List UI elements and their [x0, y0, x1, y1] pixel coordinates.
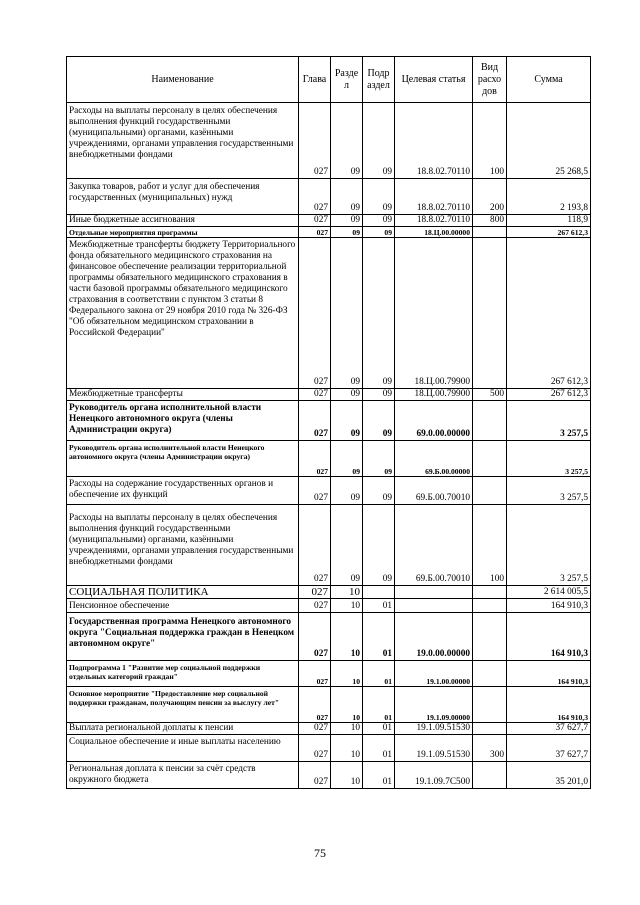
row-chapter: 027: [299, 238, 331, 389]
row-chapter: 027: [299, 687, 331, 723]
table-row: [67, 441, 591, 477]
row-subsection: 09: [363, 505, 395, 586]
row-exp-type: [473, 238, 507, 389]
row-target: 19.1.09.7С500: [395, 762, 473, 789]
header-subsection: Подр аздел: [363, 57, 395, 103]
row-name: Расходы на выплаты персоналу в целях обеспечения выполнения функций государственными (муниципальными) органами, казёнными учреждениями, органами управления государственными внебюджетными фондами: [67, 505, 299, 586]
row-exp-type: 800: [473, 215, 507, 227]
row-target: [395, 599, 473, 613]
row-sum: 2 614 005,5: [507, 586, 591, 599]
row-chapter: 027: [299, 613, 331, 661]
row-target: 18.8.02.70110: [395, 215, 473, 227]
row-target: 19.0.00.00000: [395, 613, 473, 661]
table-row: [67, 477, 591, 505]
table-row: [67, 389, 591, 401]
budget-table: [66, 56, 591, 789]
row-section: 10: [331, 723, 363, 735]
row-name: Расходы на содержание государственных органов и обеспечение их функций: [67, 477, 299, 505]
row-name: Основное мероприятие "Предоставление мер социальной поддержки гражданам, получающим пенсии за выслугу лет": [67, 687, 299, 723]
row-chapter: 027: [299, 401, 331, 441]
table-row: [67, 103, 591, 179]
row-exp-type: [473, 586, 507, 599]
row-name: Подпрограмма 1 "Развитие мер социальной поддержки отдельных категорий граждан": [67, 661, 299, 687]
row-chapter: 027: [299, 103, 331, 179]
table-row: [67, 613, 591, 661]
row-subsection: 01: [363, 723, 395, 735]
row-subsection: 09: [363, 227, 395, 238]
table-row: [67, 238, 591, 389]
table-row: [67, 401, 591, 441]
row-name: Межбюджетные трансферты бюджету Территориального фонда обязательного медицинского страхования на финансовое обеспечение реализации территориальной программы обязательного медицинского страхования в части базовой программы обязательного медицинского страхования в соответствии с пунктом 3 статьи 8 Федерального закона от 29 ноября 2010 года № 326-ФЗ "Об обязательном медицинском страховании в Российской Федерации": [67, 238, 299, 389]
row-name: СОЦИАЛЬНАЯ ПОЛИТИКА: [67, 586, 299, 599]
table-row: [67, 762, 591, 789]
row-target: 19.1.00.00000: [395, 661, 473, 687]
row-chapter: 027: [299, 505, 331, 586]
row-target: 19.1.09.51530: [395, 735, 473, 762]
row-target: 69.Б.00.70010: [395, 505, 473, 586]
row-section: 10: [331, 735, 363, 762]
row-section: 10: [331, 762, 363, 789]
row-target: [395, 586, 473, 599]
row-subsection: 01: [363, 661, 395, 687]
row-subsection: 01: [363, 762, 395, 789]
row-subsection: 09: [363, 215, 395, 227]
row-chapter: 027: [299, 735, 331, 762]
header-target: Целевая статья: [395, 57, 473, 103]
row-target: 19.1.09.51530: [395, 723, 473, 735]
row-section: 10: [331, 599, 363, 613]
row-exp-type: 500: [473, 389, 507, 401]
row-exp-type: [473, 599, 507, 613]
row-sum: 35 201,0: [507, 762, 591, 789]
row-section: 09: [331, 238, 363, 389]
row-section: 09: [331, 103, 363, 179]
row-sum: 3 257,5: [507, 477, 591, 505]
row-section: 10: [331, 613, 363, 661]
row-target: 18.Ц.00.79900: [395, 389, 473, 401]
header-section: Разде л: [331, 57, 363, 103]
row-sum: 164 910,3: [507, 661, 591, 687]
row-name: Государственная программа Ненецкого автономного округа "Социальная поддержка граждан в Ненецком автономном округе": [67, 613, 299, 661]
row-name: Межбюджетные трансферты: [67, 389, 299, 401]
row-chapter: 027: [299, 227, 331, 238]
row-exp-type: 100: [473, 103, 507, 179]
header-sum: Сумма: [507, 57, 591, 103]
row-chapter: 027: [299, 762, 331, 789]
table-row: [67, 227, 591, 238]
row-name: Руководитель органа исполнительной власти Ненецкого автономного округа (члены Администрации округа): [67, 401, 299, 441]
row-target: 69.0.00.00000: [395, 401, 473, 441]
row-section: 09: [331, 441, 363, 477]
row-chapter: 027: [299, 723, 331, 735]
row-sum: 267 612,3: [507, 238, 591, 389]
row-sum: 37 627,7: [507, 735, 591, 762]
row-exp-type: 200: [473, 179, 507, 215]
row-sum: 267 612,3: [507, 227, 591, 238]
row-subsection: 09: [363, 401, 395, 441]
row-name: Региональная доплата к пенсии за счёт средств окружного бюджета: [67, 762, 299, 789]
row-target: 69.Б.00.70010: [395, 477, 473, 505]
table-row: [67, 179, 591, 215]
row-sum: 164 910,3: [507, 599, 591, 613]
row-exp-type: [473, 687, 507, 723]
row-name: Закупка товаров, работ и услуг для обеспечения государственных (муниципальных) нужд: [67, 179, 299, 215]
row-sum: 164 910,3: [507, 687, 591, 723]
row-sum: 37 627,7: [507, 723, 591, 735]
row-exp-type: [473, 227, 507, 238]
row-name: Отдельные мероприятия программы: [67, 227, 299, 238]
row-exp-type: [473, 401, 507, 441]
table-row: [67, 215, 591, 227]
row-exp-type: [473, 441, 507, 477]
row-exp-type: [473, 477, 507, 505]
row-exp-type: 100: [473, 505, 507, 586]
row-chapter: 027: [299, 477, 331, 505]
row-section: 09: [331, 477, 363, 505]
table-row: [67, 723, 591, 735]
row-subsection: 09: [363, 103, 395, 179]
row-chapter: 027: [299, 661, 331, 687]
row-subsection: 09: [363, 389, 395, 401]
row-target: 19.1.09.00000: [395, 687, 473, 723]
table-row: [67, 599, 591, 613]
row-subsection: 09: [363, 441, 395, 477]
row-chapter: 027: [299, 389, 331, 401]
row-subsection: 01: [363, 735, 395, 762]
row-section: 10: [331, 661, 363, 687]
row-target: 18.8.02.70110: [395, 103, 473, 179]
row-chapter: 027: [299, 599, 331, 613]
row-chapter: 027: [299, 215, 331, 227]
row-name: Иные бюджетные ассигнования: [67, 215, 299, 227]
row-exp-type: 300: [473, 735, 507, 762]
row-subsection: 01: [363, 613, 395, 661]
row-sum: 118,9: [507, 215, 591, 227]
page-number: 75: [314, 846, 326, 860]
row-sum: 3 257,5: [507, 441, 591, 477]
row-exp-type: [473, 723, 507, 735]
table-row: [67, 505, 591, 586]
table-row: [67, 735, 591, 762]
row-chapter: 027: [299, 441, 331, 477]
row-target: 18.Ц.00.79900: [395, 238, 473, 389]
header-name: Наименование: [67, 57, 299, 103]
row-subsection: 09: [363, 238, 395, 389]
row-section: 09: [331, 505, 363, 586]
row-chapter: 027: [299, 586, 331, 599]
row-name: Расходы на выплаты персоналу в целях обеспечения выполнения функций государственными (муниципальными) органами, казёнными учреждениями, органами управления государственными внебюджетными фондами: [67, 103, 299, 179]
header-row: [67, 57, 591, 103]
row-name: Руководитель органа исполнительной власти Ненецкого автономного округа (члены Администрации округа): [67, 441, 299, 477]
row-sum: 3 257,5: [507, 505, 591, 586]
row-chapter: 027: [299, 179, 331, 215]
row-subsection: 09: [363, 179, 395, 215]
row-target: 18.8.02.70110: [395, 179, 473, 215]
table-row: [67, 687, 591, 723]
row-section: 09: [331, 227, 363, 238]
header-chapter: Глава: [299, 57, 331, 103]
row-subsection: [363, 586, 395, 599]
row-section: 10: [331, 586, 363, 599]
row-name: Выплата региональной доплаты к пенсии: [67, 723, 299, 735]
row-sum: 2 193,8: [507, 179, 591, 215]
row-subsection: 09: [363, 477, 395, 505]
row-target: 18.Ц.00.00000: [395, 227, 473, 238]
row-subsection: 01: [363, 599, 395, 613]
row-sum: 267 612,3: [507, 389, 591, 401]
row-section: 09: [331, 179, 363, 215]
row-target: 69.Б.00.00000: [395, 441, 473, 477]
row-sum: 25 268,5: [507, 103, 591, 179]
row-sum: 3 257,5: [507, 401, 591, 441]
row-section: 09: [331, 389, 363, 401]
row-exp-type: [473, 661, 507, 687]
table-row: [67, 661, 591, 687]
row-name: Пенсионное обеспечение: [67, 599, 299, 613]
row-exp-type: [473, 613, 507, 661]
row-exp-type: [473, 762, 507, 789]
row-sum: 164 910,3: [507, 613, 591, 661]
row-name: Социальное обеспечение и иные выплаты населению: [67, 735, 299, 762]
header-exp-type: Вид расхо дов: [473, 57, 507, 103]
row-subsection: 01: [363, 687, 395, 723]
row-section: 09: [331, 215, 363, 227]
row-section: 10: [331, 687, 363, 723]
row-section: 09: [331, 401, 363, 441]
table-row: [67, 586, 591, 599]
